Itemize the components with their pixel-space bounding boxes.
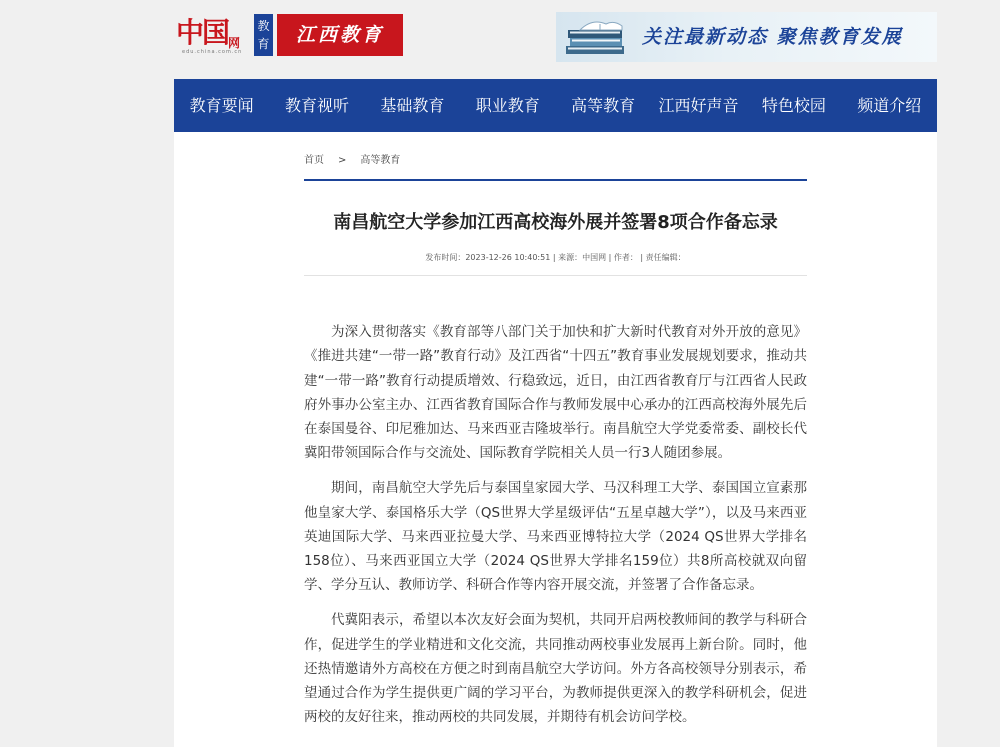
jiangxi-edu-badge[interactable]: 江西教育	[277, 14, 403, 56]
china-net-logo[interactable]	[176, 16, 254, 56]
nav-item-channel-intro[interactable]: 频道介绍	[857, 96, 922, 115]
nav-item-higher-edu[interactable]: 高等教育	[571, 96, 636, 115]
article-meta: 发布时间：2023-12-26 10:40:51 | 来源：中国网 | 作者： | 责任编辑：	[425, 253, 686, 262]
article-paragraph: 代冀阳表示，希望以本次友好会面为契机，共同开启两校教师间的教学与科研合作，促进学生的学业精进和文化交流，共同推动两校事业发展再上新台阶。同时，他还热情邀请外方高校在方便之时到南昌航空大学访问。外方各高校领导分别表示，希望通过合作为学生提供更广阔的学习平台，为教师提供更深入的教学科研机会，促进两校的友好往来，推动两校的共同发展，并期待有机会访问学校。	[304, 612, 807, 726]
breadcrumb	[304, 151, 400, 166]
nav-item-edu-news[interactable]: 教育要闻	[189, 96, 254, 115]
nav-item-vocational-edu[interactable]: 职业教育	[475, 96, 540, 115]
meta-divider	[304, 275, 807, 276]
books-icon	[562, 16, 632, 60]
nav-item-basic-edu[interactable]: 基础教育	[380, 96, 445, 115]
site-header	[0, 0, 1000, 79]
logo-suffix-text: 网	[228, 36, 241, 50]
nav-item-jiangxi-voice[interactable]: 江西好声音	[658, 96, 739, 115]
article-title: 南昌航空大学参加江西高校海外展并签署8项合作备忘录	[333, 212, 778, 233]
banner-slogan: 关注最新动态 聚焦教育发展	[642, 26, 903, 48]
header-banner	[556, 12, 937, 62]
article-paragraph: 期间，南昌航空大学先后与泰国皇家园大学、马汉科理工大学、泰国国立宣素那他皇家大学、泰国格乐大学（QS世界大学星级评估“五星卓越大学”），以及马来西亚英迪国际大学、马来西亚拉曼大学、马来西亚博特拉大学（2024 QS世界大学排名158位）、马来西亚国立大学（2024 QS世界大学排名159位）共8所高校就双向留学、学分互认、教师访学、科研合作等内容开展交流，并签署了合作备忘录。	[304, 480, 807, 594]
logo-url-text: edu.china.com.cn	[182, 49, 243, 55]
main-nav	[174, 79, 937, 132]
edu-channel-badge[interactable]: 教育	[254, 14, 273, 56]
breadcrumb-home-link[interactable]: 首页	[304, 155, 324, 166]
nav-item-edu-av[interactable]: 教育视听	[285, 96, 350, 115]
logo-main-text: 中国	[176, 16, 229, 49]
breadcrumb-separator: >	[338, 155, 347, 166]
article-container	[174, 132, 937, 747]
breadcrumb-current-link[interactable]: 高等教育	[360, 155, 401, 166]
article-paragraph: 为深入贯彻落实《教育部等八部门关于加快和扩大新时代教育对外开放的意见》《推进共建“一带一路”教育行动》及江西省“十四五”教育事业发展规划要求，推动共建“一带一路”教育行动提质增效、行稳致远，近日，由江西省教育厅与江西省人民政府外事办公室主办、江西省教育国际合作与教师发展中心承办的江西高校海外展先后在泰国曼谷、印尼雅加达、马来西亚吉隆坡举行。南昌航空大学党委常委、副校长代冀阳带领国际合作与交流处、国际教育学院相关人员一行3人随团参展。	[304, 324, 807, 462]
breadcrumb-divider	[304, 179, 807, 181]
article-body	[304, 320, 807, 740]
nav-item-featured-campus[interactable]: 特色校园	[761, 96, 826, 115]
